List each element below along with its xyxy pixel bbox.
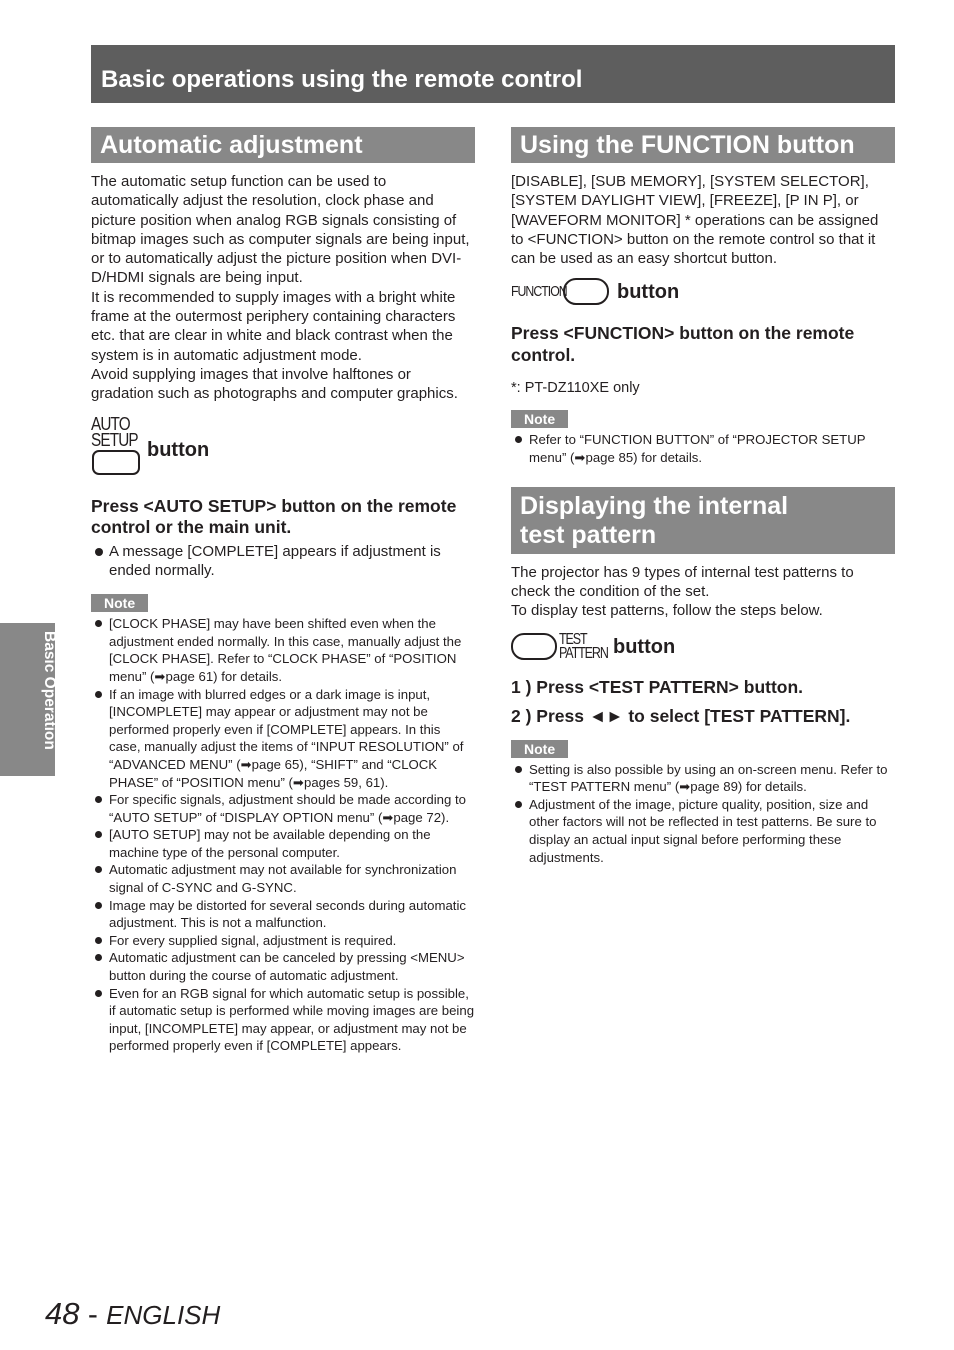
list-item: Automatic adjustment may not available for synchronization signal of C-SYNC and G-SYNC.: [91, 861, 475, 896]
test-pattern-button-heading: [511, 630, 895, 662]
auto-intro-paragraph: Avoid supplying images that involve halftones or gradation such as photographs and computer graphics.: [91, 365, 458, 403]
footer-language: ENGLISH: [106, 1300, 221, 1330]
list-item: If an image with blurred edges or a dark image is input, [INCOMPLETE] may appear or adjustment may not be performed properly even if [COMPLETE] appears. In this case, manually adjust the items of “INPUT RESOLUTION” of “ADVANCED MENU” (➡page 65), “SHIFT” and “CLOCK PHASE” of “POSITION menu” (➡pages 59, 61).: [91, 686, 475, 792]
test-pattern-button-icon: [511, 630, 611, 662]
function-footnote: *: PT-DZ110XE only: [511, 380, 640, 397]
auto-setup-result-list: [91, 542, 475, 581]
list-item: Adjustment of the image, picture quality, position, size and other factors will not be reflected in test patterns. Be sure to display an actual input signal before performing these adjustments.: [511, 796, 895, 866]
test-icon-line2: PATTERN: [559, 644, 608, 662]
section-title-function-button: Using the FUNCTION button: [511, 127, 895, 163]
list-item: Even for an RGB signal for which automatic setup is possible, if automatic setup is performed while moving images are being input, [INCOMPLETE] may appear, or adjustment may not be performed properly even if [COMPLETE] appears.: [91, 985, 475, 1055]
note-label: Note: [511, 740, 568, 758]
auto-intro-paragraph: It is recommended to supply images with a bright white frame at the outermost periphery containing characters etc. that are clear in white and black contrast when the system is in automatic adjustment mode.: [91, 288, 456, 364]
list-item: [CLOCK PHASE] may have been shifted even when the adjustment ended normally. In this case, manually adjust the [CLOCK PHASE]. Refer to “CLOCK PHASE” of “POSITION menu” (➡page 61) for details.: [91, 615, 475, 685]
auto-setup-icon-line2: SETUP: [91, 429, 138, 450]
side-tab-label: Basic Operation: [41, 631, 58, 750]
test-pattern-icon-text: [559, 630, 608, 662]
function-button-heading: [511, 278, 895, 305]
test-intro: [511, 563, 895, 621]
test-step-1: 1 ) Press <TEST PATTERN> button.: [511, 676, 804, 697]
main-header-title: Basic operations using the remote control: [101, 66, 583, 93]
side-tab: [0, 623, 58, 776]
list-item: Refer to “FUNCTION BUTTON” of “PROJECTOR SETUP menu” (➡page 85) for details.: [511, 431, 895, 466]
function-step: Press <FUNCTION> button on the remote control.: [511, 323, 855, 365]
list-item: For every supplied signal, adjustment is required.: [91, 932, 475, 950]
auto-setup-notes: [91, 615, 475, 1055]
page-number: 48: [45, 1296, 80, 1331]
button-pill-icon: [511, 633, 557, 660]
list-item: For specific signals, adjustment should be made according to “AUTO SETUP” of “DISPLAY OPTION menu” (➡page 72).: [91, 791, 475, 826]
list-item: Automatic adjustment can be canceled by pressing <MENU> button during the course of automatic adjustment.: [91, 949, 475, 984]
list-item: A message [COMPLETE] appears if adjustment is ended normally.: [91, 542, 475, 581]
test-pattern-notes: [511, 761, 895, 867]
test-icon-line1: TEST: [559, 630, 587, 648]
button-pill-icon: [563, 278, 609, 305]
main-header: [91, 45, 895, 103]
note-label: Note: [511, 410, 568, 428]
function-intro: [DISABLE], [SUB MEMORY], [SYSTEM SELECTOR], [SYSTEM DAYLIGHT VIEW], [FREEZE], [P IN P], or [WAVEFORM MONITOR] * operations can be assigned to <FUNCTION> button on the remote control so that it can be used as an easy shortcut button.: [511, 173, 879, 268]
function-icon-text: FUNCTION: [511, 283, 567, 301]
test-intro-paragraph: To display test patterns, follow the steps below.: [511, 602, 823, 620]
function-notes: [511, 431, 895, 466]
list-item: [AUTO SETUP] may not be available depending on the machine type of the personal computer.: [91, 826, 475, 861]
auto-setup-button-icon: [91, 413, 141, 478]
button-label: button: [617, 280, 680, 303]
function-button-icon: [511, 278, 609, 305]
auto-setup-icon-line1: AUTO: [91, 413, 130, 434]
auto-intro-paragraph: The automatic setup function can be used to automatically adjust the resolution, clock phase and picture position when analog RGB signals consisting of bitmap images such as computer signals are being input, or to automatically adjust the picture position when DVI-D/HDMI signals are being input.: [91, 173, 470, 287]
right-column: [511, 127, 895, 866]
note-label: Note: [91, 594, 148, 612]
list-item: Setting is also possible by using an on-screen menu. Refer to “TEST PATTERN menu” (➡page 89) for details.: [511, 761, 895, 796]
auto-intro: [91, 172, 475, 404]
section-title-automatic-adjustment: Automatic adjustment: [91, 127, 475, 163]
left-column: [91, 127, 475, 1055]
auto-setup-button-heading: [91, 413, 475, 478]
test-title-line1: Displaying the internal: [520, 491, 789, 520]
page-footer: [45, 1296, 220, 1332]
footer-separator: -: [79, 1298, 107, 1331]
section-title-test-pattern: [511, 487, 895, 554]
test-step-2: 2 ) Press ◄► to select [TEST PATTERN].: [511, 706, 851, 727]
test-title-line2: test pattern: [520, 520, 657, 549]
button-pill-icon: [92, 450, 140, 475]
auto-setup-step: Press <AUTO SETUP> button on the remote control or the main unit.: [91, 495, 457, 538]
button-label: button: [147, 438, 210, 461]
test-intro-paragraph: The projector has 9 types of internal test patterns to check the condition of the set.: [511, 563, 854, 600]
list-item: Image may be distorted for several seconds during automatic adjustment. This is not a malfunction.: [91, 897, 475, 932]
button-label: button: [613, 635, 676, 658]
